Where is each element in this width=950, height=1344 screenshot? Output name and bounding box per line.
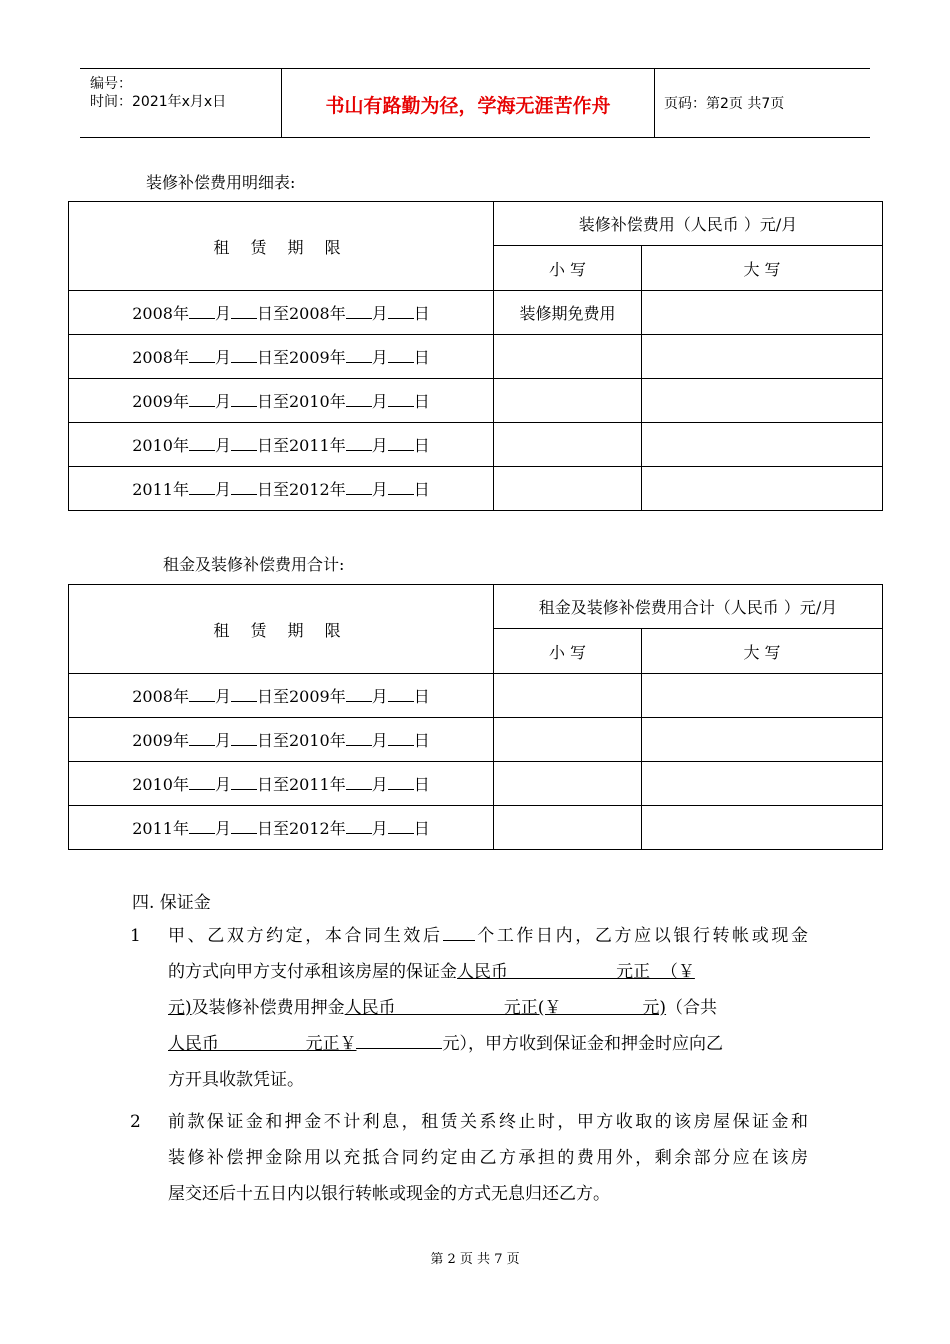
fee-header: 装修补偿费用（人民币 ）元/月 xyxy=(494,202,883,246)
period-cell xyxy=(69,718,494,762)
month-blank xyxy=(346,480,372,495)
large-amount-cell xyxy=(642,379,883,423)
day-blank xyxy=(388,436,414,451)
month-word: 月 xyxy=(214,731,231,750)
table-row xyxy=(69,762,883,806)
period-cell xyxy=(69,467,494,511)
end-year: 2012 xyxy=(289,480,330,499)
day-blank xyxy=(231,480,257,495)
month-blank xyxy=(189,480,215,495)
period-cell xyxy=(69,423,494,467)
small-amount-cell xyxy=(494,467,642,511)
start-year: 2008 xyxy=(132,687,173,706)
year-word: 年 xyxy=(172,480,189,499)
small-amount-cell: 装修期免费用 xyxy=(494,291,642,335)
year-word: 年 xyxy=(329,348,346,367)
day-blank xyxy=(231,731,257,746)
clause-2-line: 装修补偿押金除用以充抵合同约定由乙方承担的费用外，剩余部分应在该房 xyxy=(168,1148,808,1168)
small-amount-cell xyxy=(494,674,642,718)
time-label: 时间：2021年x月x日 xyxy=(90,94,227,110)
clause-2-line: 屋交还后十五日内以银行转帐或现金的方式无息归还乙方。 xyxy=(168,1184,610,1204)
month-word: 月 xyxy=(371,348,388,367)
period-header: 租 赁 期 限 xyxy=(69,202,494,291)
day-blank xyxy=(388,775,414,790)
day-blank xyxy=(388,819,414,834)
day-blank xyxy=(388,687,414,702)
day-blank xyxy=(231,304,257,319)
day-to-word: 日至 xyxy=(256,775,289,794)
clause-1 xyxy=(168,918,808,1098)
clause-1-number: 1 xyxy=(130,926,141,946)
start-year: 2010 xyxy=(132,775,173,794)
year-word: 年 xyxy=(329,819,346,838)
end-year: 2011 xyxy=(289,775,330,794)
header-motto-cell xyxy=(281,69,655,137)
large-amount-cell xyxy=(642,718,883,762)
period-cell xyxy=(69,674,494,718)
day-blank xyxy=(231,436,257,451)
table-row xyxy=(69,379,883,423)
page-indicator: 页码：第2页 共7页 xyxy=(664,96,785,112)
large-header: 大 写 xyxy=(642,246,883,291)
month-word: 月 xyxy=(214,392,231,411)
table-row xyxy=(69,806,883,850)
day-blank xyxy=(231,348,257,363)
month-blank xyxy=(346,731,372,746)
table-row xyxy=(69,291,883,335)
month-blank xyxy=(346,687,372,702)
period-cell xyxy=(69,291,494,335)
rent-total-table xyxy=(68,584,883,850)
period-cell xyxy=(69,762,494,806)
year-word: 年 xyxy=(172,819,189,838)
day-blank xyxy=(388,348,414,363)
large-header: 大 写 xyxy=(642,629,883,674)
clause-1-text: 元），甲方收到保证金和押金时应向乙 xyxy=(442,1034,723,1054)
month-word: 月 xyxy=(214,687,231,706)
table-row xyxy=(69,467,883,511)
year-word: 年 xyxy=(329,304,346,323)
day-blank xyxy=(388,392,414,407)
day-word: 日 xyxy=(413,819,430,838)
total-amount-field: 人民币 元正￥ xyxy=(168,1034,357,1054)
large-amount-cell xyxy=(642,806,883,850)
clause-1-text: 及装修补偿费用押金 xyxy=(191,998,345,1018)
table2-caption: 租金及装修补偿费用合计: xyxy=(163,555,345,574)
clause-2-line: 前款保证金和押金不计利息，租赁关系终止时，甲方收取的该房屋保证金和 xyxy=(168,1112,808,1132)
large-amount-cell xyxy=(642,674,883,718)
day-to-word: 日至 xyxy=(256,687,289,706)
month-word: 月 xyxy=(371,436,388,455)
day-word: 日 xyxy=(413,775,430,794)
decoration-deposit-field: 人民币 元正(￥ 元) xyxy=(344,998,667,1018)
day-word: 日 xyxy=(413,480,430,499)
year-word: 年 xyxy=(172,687,189,706)
day-word: 日 xyxy=(413,392,430,411)
month-word: 月 xyxy=(371,819,388,838)
month-blank xyxy=(346,348,372,363)
month-blank xyxy=(189,775,215,790)
motto-text: 书山有路勤为径，学海无涯苦作舟 xyxy=(325,95,611,117)
month-word: 月 xyxy=(214,436,231,455)
month-word: 月 xyxy=(214,304,231,323)
small-amount-cell xyxy=(494,379,642,423)
clause-1-line: 方开具收款凭证。 xyxy=(168,1070,304,1090)
clause-2-number: 2 xyxy=(130,1112,141,1132)
month-blank xyxy=(346,304,372,319)
table-row xyxy=(69,423,883,467)
end-year: 2010 xyxy=(289,392,330,411)
month-word: 月 xyxy=(214,775,231,794)
year-word: 年 xyxy=(172,731,189,750)
large-amount-cell xyxy=(642,762,883,806)
total-amount-blank xyxy=(356,1032,442,1049)
day-blank xyxy=(231,392,257,407)
year-word: 年 xyxy=(172,436,189,455)
day-to-word: 日至 xyxy=(256,436,289,455)
end-year: 2008 xyxy=(289,304,330,323)
month-word: 月 xyxy=(214,819,231,838)
day-word: 日 xyxy=(413,348,430,367)
year-word: 年 xyxy=(329,775,346,794)
clause-1-text: （合共 xyxy=(666,998,718,1018)
end-year: 2011 xyxy=(289,436,330,455)
small-amount-cell xyxy=(494,335,642,379)
day-to-word: 日至 xyxy=(256,392,289,411)
large-amount-cell xyxy=(642,423,883,467)
large-amount-cell xyxy=(642,291,883,335)
table1-caption: 装修补偿费用明细表: xyxy=(146,173,296,192)
day-word: 日 xyxy=(413,731,430,750)
small-header: 小 写 xyxy=(494,629,642,674)
start-year: 2011 xyxy=(132,480,173,499)
page-header xyxy=(80,68,870,138)
day-blank xyxy=(231,775,257,790)
month-blank xyxy=(346,436,372,451)
clause-1-text: 甲、乙双方约定，本合同生效后 xyxy=(168,926,443,946)
month-blank xyxy=(346,392,372,407)
month-blank xyxy=(189,392,215,407)
day-blank xyxy=(388,731,414,746)
clause-1-line xyxy=(168,918,808,954)
section4-heading: 四. 保证金 xyxy=(132,893,211,913)
year-word: 年 xyxy=(172,775,189,794)
year-word: 年 xyxy=(329,731,346,750)
small-amount-cell xyxy=(494,423,642,467)
year-word: 年 xyxy=(329,687,346,706)
period-cell xyxy=(69,379,494,423)
workdays-blank xyxy=(443,924,475,941)
small-amount-cell xyxy=(494,806,642,850)
month-blank xyxy=(189,687,215,702)
year-word: 年 xyxy=(329,436,346,455)
day-blank xyxy=(388,304,414,319)
month-word: 月 xyxy=(371,392,388,411)
small-amount-cell xyxy=(494,718,642,762)
clause-1-line xyxy=(168,1026,808,1062)
end-year: 2009 xyxy=(289,348,330,367)
day-word: 日 xyxy=(413,687,430,706)
start-year: 2010 xyxy=(132,436,173,455)
start-year: 2008 xyxy=(132,304,173,323)
end-year: 2010 xyxy=(289,731,330,750)
day-blank xyxy=(231,819,257,834)
month-blank xyxy=(189,304,215,319)
start-year: 2009 xyxy=(132,392,173,411)
month-blank xyxy=(189,348,215,363)
page-footer: 第 2 页 共 7 页 xyxy=(430,1252,520,1267)
period-cell xyxy=(69,806,494,850)
header-info-cell xyxy=(80,69,280,137)
month-blank xyxy=(189,731,215,746)
end-year: 2012 xyxy=(289,819,330,838)
clause-1-text: 个工作日内，乙方应以银行转帐或现金 xyxy=(474,926,809,946)
day-blank xyxy=(388,480,414,495)
decoration-fee-table xyxy=(68,201,883,511)
start-year: 2008 xyxy=(132,348,173,367)
day-blank xyxy=(231,687,257,702)
large-amount-cell xyxy=(642,335,883,379)
month-blank xyxy=(346,819,372,834)
month-word: 月 xyxy=(214,348,231,367)
end-year: 2009 xyxy=(289,687,330,706)
period-header: 租 赁 期 限 xyxy=(69,585,494,674)
clause-1-text: 的方式向甲方支付承租该房屋的保证金 xyxy=(168,962,457,982)
day-to-word: 日至 xyxy=(256,304,289,323)
day-to-word: 日至 xyxy=(256,480,289,499)
month-word: 月 xyxy=(214,480,231,499)
day-to-word: 日至 xyxy=(256,731,289,750)
month-blank xyxy=(346,775,372,790)
year-word: 年 xyxy=(172,304,189,323)
year-word: 年 xyxy=(172,392,189,411)
clause-1-line xyxy=(168,990,808,1026)
number-label: 编号： xyxy=(90,76,132,92)
month-word: 月 xyxy=(371,731,388,750)
clause-1-line xyxy=(168,954,808,990)
deposit-amount-field: 人民币 元正 （￥ xyxy=(457,962,695,982)
small-amount-cell xyxy=(494,762,642,806)
deposit-amount-field: 元) xyxy=(168,998,192,1018)
month-blank xyxy=(189,436,215,451)
period-cell xyxy=(69,335,494,379)
month-blank xyxy=(189,819,215,834)
fee-header: 租金及装修补偿费用合计（人民币 ）元/月 xyxy=(494,585,883,629)
start-year: 2011 xyxy=(132,819,173,838)
year-word: 年 xyxy=(329,392,346,411)
month-word: 月 xyxy=(371,304,388,323)
day-word: 日 xyxy=(413,436,430,455)
clause-2 xyxy=(168,1104,808,1212)
day-to-word: 日至 xyxy=(256,348,289,367)
table-row xyxy=(69,718,883,762)
day-word: 日 xyxy=(413,304,430,323)
month-word: 月 xyxy=(371,775,388,794)
large-amount-cell xyxy=(642,467,883,511)
small-header: 小 写 xyxy=(494,246,642,291)
month-word: 月 xyxy=(371,687,388,706)
day-to-word: 日至 xyxy=(256,819,289,838)
year-word: 年 xyxy=(329,480,346,499)
year-word: 年 xyxy=(172,348,189,367)
start-year: 2009 xyxy=(132,731,173,750)
table-row xyxy=(69,674,883,718)
month-word: 月 xyxy=(371,480,388,499)
table-row xyxy=(69,335,883,379)
